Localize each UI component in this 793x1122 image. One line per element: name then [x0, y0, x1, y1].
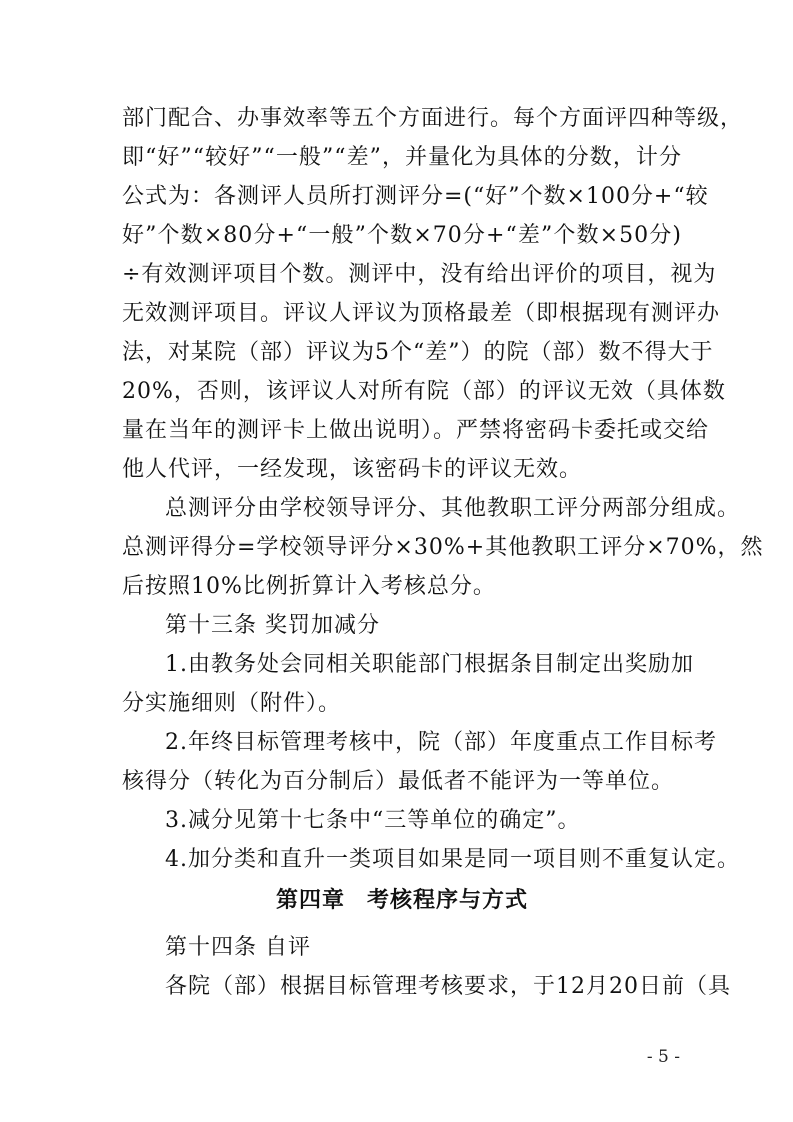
article-13-item-2-line: 核得分（转化为百分制后）最低者不能评为一等单位。 — [122, 769, 675, 794]
article-14-title: 第十四条 自评 — [165, 935, 311, 960]
paragraph-line: 即“好”“较好”“一般”“差”，并量化为具体的分数，计分 — [122, 145, 682, 170]
chapter-heading — [122, 884, 682, 918]
paragraph-line: 公式为：各测评人员所打测评分=(“好”个数×100分+“较 — [122, 184, 709, 209]
paragraph-line: 部门配合、办事效率等五个方面进行。每个方面评四种等级， — [122, 106, 744, 131]
paragraph-line: 他人代评，一经发现，该密码卡的评议无效。 — [122, 457, 583, 482]
paragraph-line: 后按照10%比例折算计入考核总分。 — [122, 574, 496, 599]
paragraph-line: 法，对某院（部）评议为5个“差”）的院（部）数不得大于 — [122, 340, 714, 365]
article-13-item-2-line: 2.年终目标管理考核中，院（部）年度重点工作目标考 — [165, 730, 717, 755]
chapter-title: 考核程序与方式 — [367, 888, 529, 913]
paragraph-line: 总测评得分=学校领导评分×30%+其他教职工评分×70%，然 — [122, 535, 764, 560]
paragraph-line: 无效测评项目。评议人评议为顶格最差（即根据现有测评办 — [122, 301, 721, 326]
paragraph-line: 好”个数×80分+“一般”个数×70分+“差”个数×50分) — [122, 223, 682, 248]
paragraph-line: 量在当年的测评卡上做出说明）。严禁将密码卡委托或交给 — [122, 418, 710, 443]
paragraph-line: ÷有效测评项目个数。测评中，没有给出评价的项目，视为 — [122, 262, 717, 287]
article-14-body-line: 各院（部）根据目标管理考核要求，于12月20日前（具 — [165, 974, 731, 999]
article-13-item-1-line: 1.由教务处会同相关职能部门根据条目制定出奖励加 — [165, 652, 694, 677]
article-13-item-1-line: 分实施细则（附件）。 — [122, 691, 342, 716]
chapter-number: 第四章 — [275, 888, 345, 913]
paragraph-line: 20%，否则，该评议人对所有院（部）的评议无效（具体数 — [122, 379, 726, 404]
paragraph-line: 总测评分由学校领导评分、其他教职工评分两部分组成。 — [165, 496, 741, 521]
article-13-item-4: 4.加分类和直升一类项目如果是同一项目则不重复认定。 — [165, 847, 740, 872]
article-13-item-3: 3.减分见第十七条中“三等单位的确定”。 — [165, 808, 581, 833]
article-13-title: 第十三条 奖罚加减分 — [165, 613, 380, 638]
page-number: - 5 - — [646, 1047, 680, 1067]
